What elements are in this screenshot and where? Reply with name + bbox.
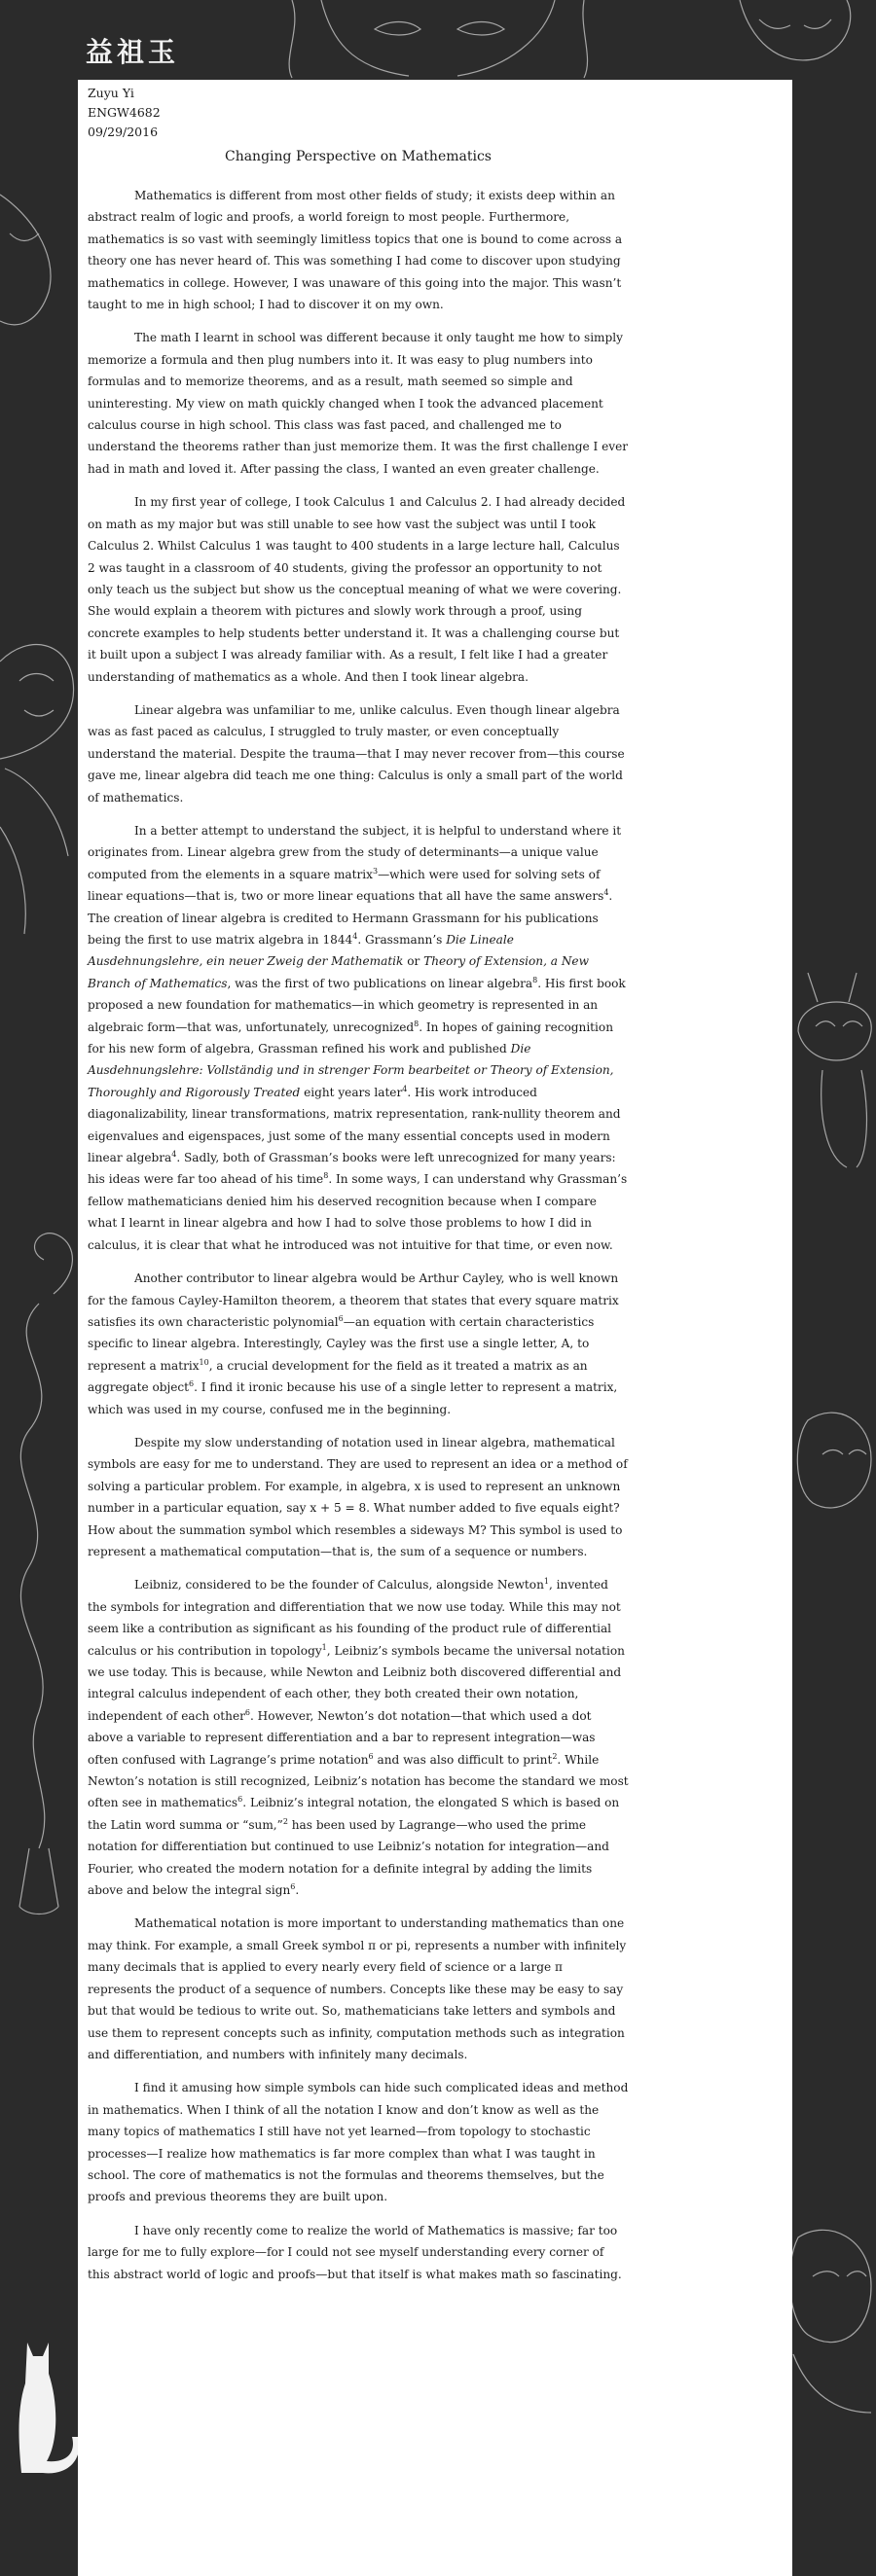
sketch-hair-top	[289, 0, 587, 78]
cat-silhouette-icon	[19, 2343, 80, 2473]
sketch-face-right-bottom	[789, 2230, 871, 2342]
essay-content	[88, 84, 629, 2297]
sketch-swirl-left	[20, 1304, 44, 1848]
paragraph-3: In my first year of college, I took Calculus 1 and Calculus 2. I had already decided on math as my major but was still unable to see how vast the subject was until I took Calculus 2. Whilst Calculus 1 was taught to 400 students in a large lecture hall, Calculus 2 was taught in a classroom of 40 students, giving the professor an opportunity to not only teach us the subject but show us the conceptual meaning of what we were covering. She would explain a theorem with pictures and slowly work through a proof, using concrete examples to help students better understand it. It was a challenging course but it built upon a subject I was already familiar with. As a result, I felt like I had a greater understanding of mathematics as a whole. And then I took linear algebra.	[88, 495, 626, 684]
sketch-face-right-mid	[797, 1413, 871, 1508]
paragraph-7: Despite my slow understanding of notation used in linear algebra, mathematical symbols are easy for me to understand. They are used to represent an idea or a method of solving a particular problem. For example, in algebra, x is used to represent an unknown number in a particular equation, say x + 5 = 8. What number added to five equals eight? How about the summation symbol which resembles a sideways M? This symbol is used to represent a mathematical computation—that is, the sum of a sequence or numbers.	[88, 1435, 628, 1558]
sketch-cat-right	[798, 973, 871, 1060]
paragraph-5: In a better attempt to understand the subject, it is helpful to understand where it originates from. Linear algebra grew from the study of determinants—a unique value computed from the elements in a square matrix$^3$—which were used for solving sets of linear equations—that is, two or more linear equations that all have the same answers$^4$. The creation of linear algebra is credited to Hermann Grassmann for his publications being the first to use matrix algebra in 1844$^4$. Grassmann’s Die Lineale Ausdehnungslehre, ein neuer Zweig der Mathematik or Theory of Extension, a New Branch of Mathematics, was the first of two publications on linear algebra$^8$. His first book proposed a new foundation for mathematics—in which geometry is represented in an algebraic form—that was, unfortunately, unrecognized$^8$. In hopes of gaining recognition for his new form of algebra, Grassman refined his work and published Die Ausdehnungslehre: Vollständig und in strenger Form bearbeitet or Theory of Extension, Thoroughly and Rigorously Treated eight years later$^4$. His work introduced diagonalizability, linear transformations, matrix representation, rank-nullity theorem and eigenvalues and eigenspaces, just some of the many essential concepts used in modern linear algebra$^4$. Sadly, both of Grassman’s books were left unrecognized for many years: his ideas were far too ahead of his time$^8$. In some ways, I can understand why Grassman’s fellow mathematicians denied him his deserved recognition because when I compare what I learnt in linear algebra and how I had to solve those problems to how I did in calculus, it is clear that what he introduced was not intuitive for that time, or even now.	[88, 823, 628, 1252]
paragraph-9: Mathematical notation is more important to understanding mathematics than one may think. For example, a small Greek symbol π or pi, represents a number with infinitely many decimals that is applied to every nearly every field of science or a large π represents the product of a sequence of numbers. Concepts like these may be easy to say but that would be tedious to write out. So, mathematicians take letters and symbols and use them to represent concepts such as infinity, computation methods such as integration and differentiation, and numbers with infinitely many decimals.	[88, 1916, 627, 2061]
paragraph-11: I have only recently come to realize the world of Mathematics is massive; far too large for me to fully explore—for I could not see myself understanding every corner of this abstract world of logic and proofs—but that itself is what makes math so fascinating.	[88, 2223, 622, 2281]
page-title: Changing Perspective on Mathematics	[224, 149, 492, 164]
sketch-figure-left-mid	[0, 645, 74, 759]
paragraph-6: Another contributor to linear algebra would be Arthur Cayley, who is well known for the famous Cayley-Hamilton theorem, a theorem that states that every square matrix satisfies its own characteristic polynomial$^6$—an equation with certain characteristics specific to linear algebra. Interestingly, Cayley was the first use a single letter, A, to represent a matrix$^{10}$, a crucial development for the field as it treated a matrix as an aggregate object$^6$. I find it ironic because his use of a single letter to represent a matrix, which was used in my course, confused me in the beginning.	[88, 1271, 619, 1416]
paragraph-8: Leibniz, considered to be the founder of Calculus, alongside Newton$^1$, invented the symbols for integration and differentiation that we now use today. While this may not seem like a contribution as significant as his founding of the product rule of differential calculus or his contribution in topology$^1$, Leibniz’s symbols became the universal notation we use today. This is because, while Newton and Leibniz both discovered differential and integral calculus independent of each other, they both created their own notation, independent of each other$^6$. However, Newton’s dot notation—that which used a dot above a variable to represent differentiation and a bar to represent integration—was often confused with Lagrange’s prime notation$^6$ and was also difficult to print$^2$. While Newton’s notation is still recognized, Leibniz’s notation has become the standard we most often see in mathematics$^6$. Leibniz’s integral notation, the elongated S which is based on the Latin word summa or “sum,”$^2$ has been used by Lagrange—who used the prime notation for differentiation but continued to use Leibniz’s notation for integration—and Fourier, who created the modern notation for a definite integral by adding the limits above and below the integral sign$^6$.	[88, 1577, 629, 1898]
signature-text: 益祖玉	[86, 36, 180, 68]
author-name: Zuyu Yi	[88, 86, 134, 100]
sketch-face-top	[321, 0, 555, 76]
sketch-eye-left	[375, 22, 420, 36]
paragraph-10: I find it amusing how simple symbols can hide such complicated ideas and method in mathematics. When I think of all the notation I know and don’t know as well as the many topics of mathematics I still have not yet learned—from topology to stochastic processes—I realize how mathematics is far more complex than what I was taught in school. The core of mathematics is not the formulas and theorems themselves, but the proofs and previous theorems they are built upon.	[88, 2081, 629, 2204]
sketch-eye-right	[457, 22, 504, 36]
paragraph-4: Linear algebra was unfamiliar to me, unlike calculus. Even though linear algebra was as fast paced as calculus, I struggled to truly master, or even conceptually understand the material. Despite the trauma—that I may never recover from—this course gave me, linear algebra did teach me one thing: Calculus is only a small part of the world of mathematics.	[88, 702, 625, 805]
sketch-figure-left-top	[0, 195, 51, 325]
paragraph-1: Mathematics is different from most other fields of study; it exists deep within an abstract realm of logic and proofs, a world foreign to most people. Furthermore, mathematics is so vast with seemingly limitless topics that one is bound to come across a theory one has never heard of. This was something I had come to discover upon studying mathematics in college. However, I was unaware of this going into the major. This wasn’t taught to me in high school; I had to discover it on my own.	[88, 189, 623, 312]
sketch-face-topright	[740, 0, 851, 60]
course-code: ENGW4682	[88, 105, 161, 120]
essay-date: 09/29/2016	[88, 125, 159, 139]
paragraph-2: The math I learnt in school was different because it only taught me how to simply memorize a formula and then plug numbers into it. It was easy to plug numbers into formulas and to memorize theorems, and as a result, math seemed so simple and uninteresting. My view on math quickly changed when I took the advanced placement calculus course in high school. This class was fast paced, and challenged me to understand the theorems rather than just memorize them. It was the first challenge I ever had in math and loved it. After passing the class, I wanted an even greater challenge.	[88, 331, 629, 476]
